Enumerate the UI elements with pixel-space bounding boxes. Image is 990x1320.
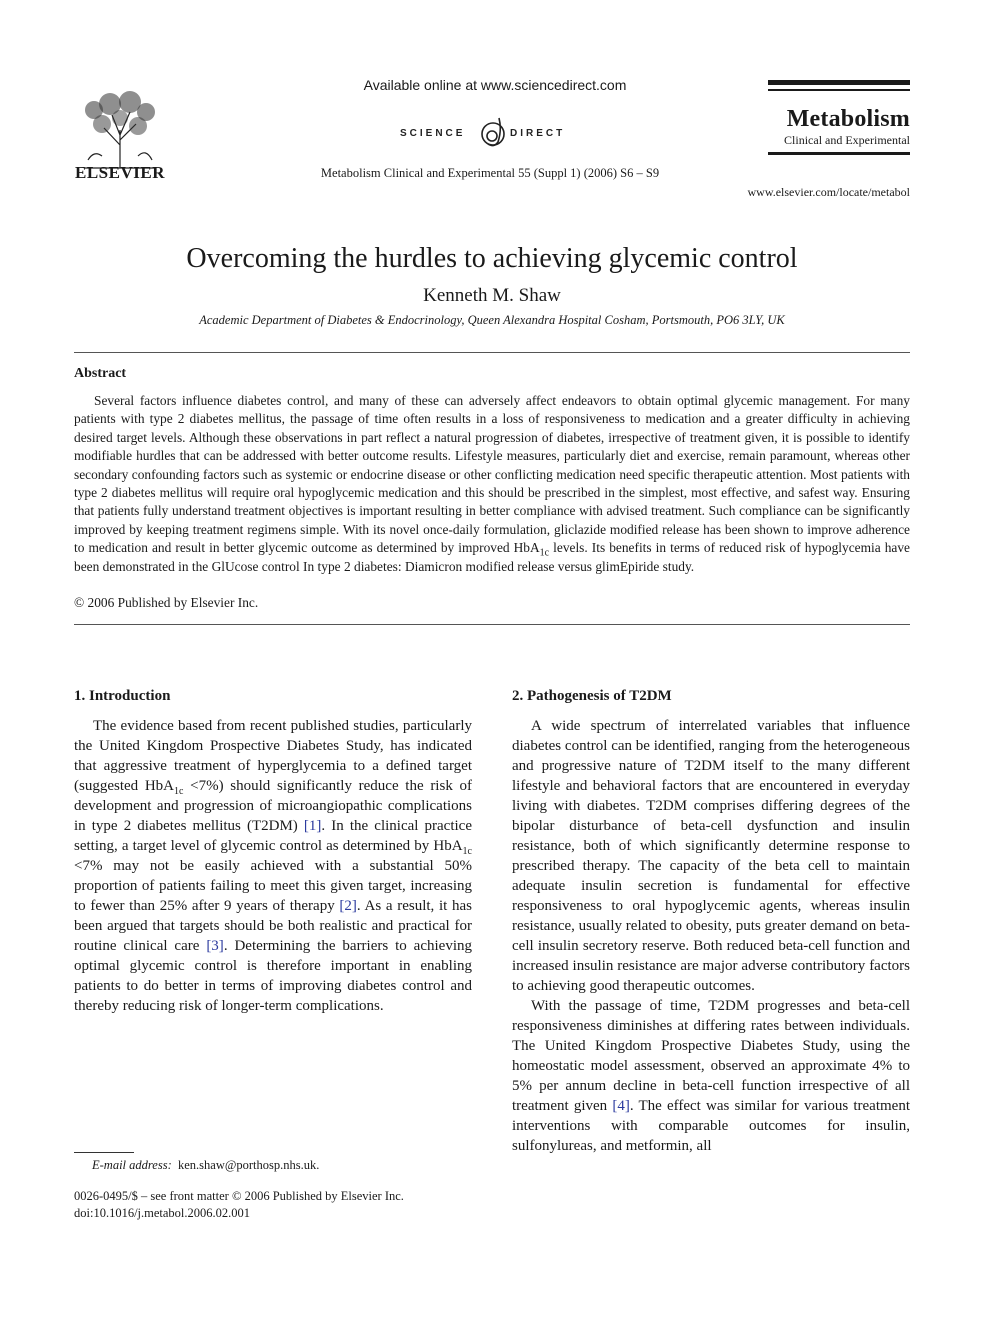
email-link[interactable]: ken.shaw@porthosp.nhs.uk. (178, 1158, 320, 1172)
section-heading-pathogenesis: 2. Pathogenesis of T2DM (512, 688, 672, 704)
article-author: Kenneth M. Shaw (423, 285, 561, 306)
column-left (74, 686, 472, 1016)
section-heading-introduction: 1. Introduction (74, 688, 171, 704)
abstract-copyright: © 2006 Published by Elsevier Inc. (74, 595, 259, 610)
abstract-heading: Abstract (74, 366, 127, 381)
divider-bottom (74, 624, 910, 625)
sciencedirect-logo (398, 112, 588, 152)
sd-logo-left-text: SCIENCE (400, 128, 466, 139)
column-right (512, 686, 910, 1156)
citation-link-3[interactable]: [3] (206, 938, 224, 954)
masthead-rule-top (768, 80, 910, 85)
article-title: Overcoming the hurdles to achieving glycemic control (186, 243, 798, 274)
publisher-name: ELSEVIER (75, 163, 165, 182)
divider-top (74, 352, 910, 353)
masthead-rule-bottom (768, 152, 910, 155)
footnote-rule (74, 1152, 134, 1153)
sd-logo-right-text: DIRECT (510, 128, 566, 139)
doi-line[interactable]: doi:10.1016/j.metabol.2006.02.001 (74, 1206, 251, 1220)
citation-link-1[interactable]: [1] (303, 818, 322, 834)
sd-swirl-icon (482, 118, 504, 146)
citation-link-2[interactable]: [2] (339, 898, 357, 914)
issn-line: 0026-0495/$ – see front matter © 2006 Published by Elsevier Inc. (74, 1189, 404, 1203)
masthead-subtitle: Clinical and Experimental (784, 133, 910, 147)
masthead-title: Metabolism (786, 106, 910, 132)
pathogenesis-paragraph-1: A wide spectrum of interrelated variables that influence diabetes control can be identified, ranging from the heterogeneous and progressive nature of T2DM itself to the many different lifestyle and behavioral factors that are encountered in everyday living with diabetes. T2DM comprises differing degrees of the bipolar disturbance of beta-cell dysfunction and insulin resistance, both of which significantly determine response to prescribed therapy. The capacity of the beta cell to maintain adequate insulin secretion is fundamental for effective responsiveness to oral hypoglycemic agents, whereas insulin resistance, usually related to obesity, puts greater demand on beta-cell insulin secretory reserve. Both reduced beta-cell function and increased insulin resistance are major adverse contributory factors to achieving good therapeutic outcomes. (512, 718, 910, 994)
abstract-body: Several factors influence diabetes control, and many of these can adversely affect endeavors to obtain optimal glycemic management. For many patients with type 2 diabetes mellitus, the passage of time often results in a loss of responsiveness to medication and a greater difficulty in achieving desired target levels. Although these observations in part reflect a natural progression of diabetes, irrespective of treatment given, it is possible to identify modifiable hurdles that can be addressed with better outcome results. Lifestyle measures, particularly diet and exercise, remain paramount, whereas other secondary confounding factors such as systemic or endocrine disease or other conflicting medication need specific therapeutic attention. Most patients with type 2 diabetes mellitus will require oral hypoglycemic medication and this should be prescribed in the simplest, most effective, and safest way. Ensuring that patients fully understand treatment objectives is important resulting in better compliance with advised treatment. Such compliance can be significantly improved by keeping treatment regimens simple. With its novel once-daily formulation, gliclazide modified release has been shown to improve adherence to medication and result in better glycemic outcome as determined by improved HbA$_{1c}$ levels. Its benefits in terms of reduced risk of hypoglycemia have been demonstrated in the GlUcose control In type 2 diabetes: Diamicron modified release versus glimEpiride study. (74, 393, 910, 574)
pathogenesis-paragraph-2: With the passage of time, T2DM progresses and beta-cell responsiveness diminishes at differing rates between individuals. The United Kingdom Prospective Diabetes Study, using the homeostatic model assessment, observed an approximate 4% to 5% per annum decline in beta-cell function irrespective of all treatment given [4]. The effect was similar for various treatment interventions with comparable outcomes for insulin, sulfonylureas, and metformin, all (512, 998, 911, 1154)
journal-url[interactable]: www.elsevier.com/locate/metabol (747, 185, 910, 199)
citation-link-4[interactable]: [4] (612, 1098, 630, 1114)
journal-citation: Metabolism Clinical and Experimental 55 (Suppl 1) (2006) S6 – S9 (320, 166, 660, 180)
footnote-email: E-mail address: ken.shaw@porthosp.nhs.uk. (92, 1158, 320, 1172)
author-affiliation: Academic Department of Diabetes & Endocrinology, Queen Alexandra Hospital Cosham, Portsmouth, PO6 3LY, UK (199, 313, 785, 327)
masthead-rule-thin (768, 89, 910, 91)
available-online-text: Available online at www.sciencedirect.com (363, 77, 627, 93)
introduction-paragraph: The evidence based from recent published studies, particularly the United Kingdom Prospective Diabetes Study, has indicated that aggressive treatment of hyperglycemia to a defined target (suggested HbA$_{1c}$ <7%) should significantly reduce the risk of development and progression of microangiopathic complications in type 2 diabetes mellitus (T2DM) [1]. In the clinical practice setting, a target level of glycemic control as determined by HbA$_{1c}$ <7% may not be easily achieved with a substantial 50% proportion of patients failing to meet this given target, increasing to fewer than 25% after 9 years of therapy [2]. As a result, it has been argued that targets should be both realistic and practical for routine clinical care [3]. Determining the barriers to achieving optimal glycemic control is therefore important in enabling patients to do better in terms of improving diabetes control and thereby reducing risk of longer-term complications. (74, 718, 472, 1014)
front-matter-info (74, 1188, 404, 1222)
